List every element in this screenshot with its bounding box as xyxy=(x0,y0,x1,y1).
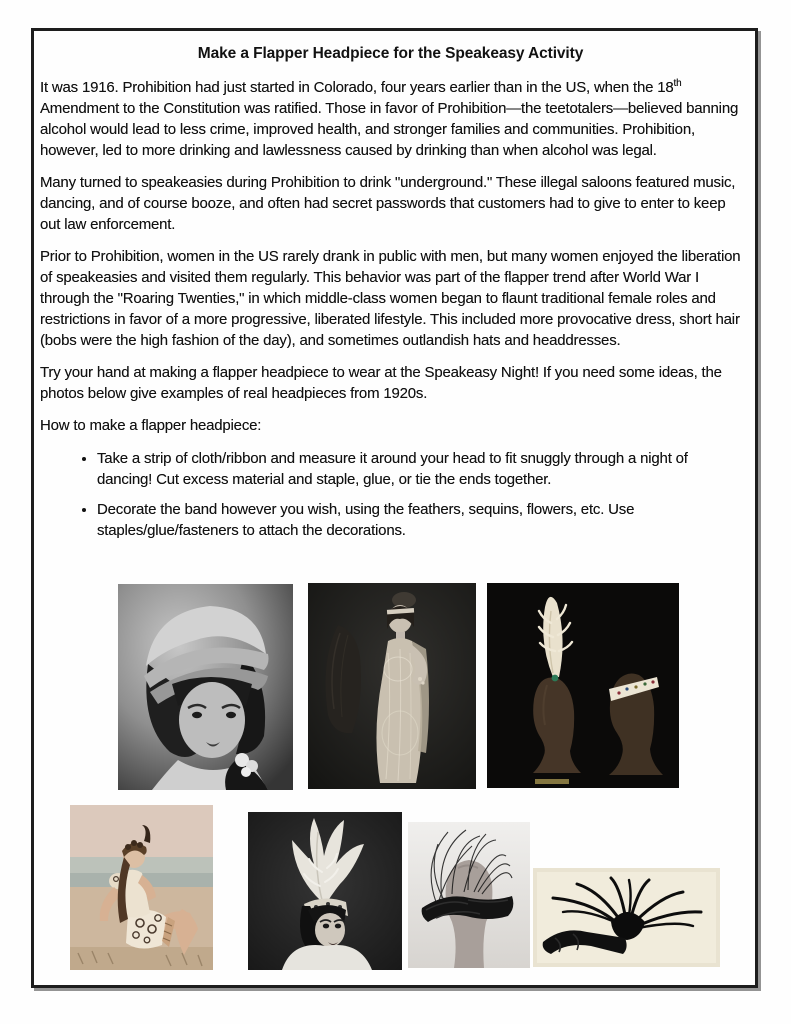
howto-item-band: • Take a strip of cloth/ribbon and measure it around your head to fit snuggly through a night of dancing! Cut excess material and staple, glue, or tie the ends together. xyxy=(97,448,741,490)
paragraph-speakeasies: Many turned to speakeasies during Prohibition to drink "underground." These illegal saloons featured music, dancing, and of course booze, and often had secret passwords that customers had to give to enter to keep out law enforcement. xyxy=(40,174,736,233)
page-title: Make a Flapper Headpiece for the Speakeasy Activity xyxy=(197,45,584,62)
paragraph-flapper-trend: Prior to Prohibition, women in the US rarely drank in public with men, but many women enjoyed the liberation of speakeasies and visited them regularly. This behavior was part of the flapper trend after World War I through the "Roaring Twenties," in which middle-class women began to flaunt traditional female roles and restrictions in favor of a more progressive, liberated lifestyle. This included more provocative dress, short hair (bobs were the high fashion of the day), and sometimes outlandish hats and headdresses. xyxy=(40,248,741,349)
paragraph-text: It was 1916. Prohibition had just started in Colorado, four years earlier than in the US, when the 18 xyxy=(40,79,674,96)
howto-list xyxy=(40,448,741,541)
paragraph-try-your-hand: Try your hand at making a flapper headpiece to wear at the Speakeasy Night! If you need some ideas, the photos below give examples of real headpieces from 1920s. xyxy=(40,364,722,402)
paragraph-prohibition-intro xyxy=(40,77,741,161)
paragraph-text: Amendment to the Constitution was ratified. Those in favor of Prohibition—the teetotalers—believed banning alcohol would lead to less crime, improved health, and stronger families and communities. Prohibition, however, led to more drinking and lawlessness caused by drinking than when alcohol was legal. xyxy=(40,100,739,159)
howto-item-decorate: • Decorate the band however you wish, using the feathers, sequins, flowers, etc. Use staples/glue/fasteners to attach the decorations. xyxy=(97,499,741,541)
superscript-th: th xyxy=(673,78,682,89)
page-border xyxy=(31,28,758,988)
howto-heading: How to make a flapper headpiece: xyxy=(40,417,262,434)
